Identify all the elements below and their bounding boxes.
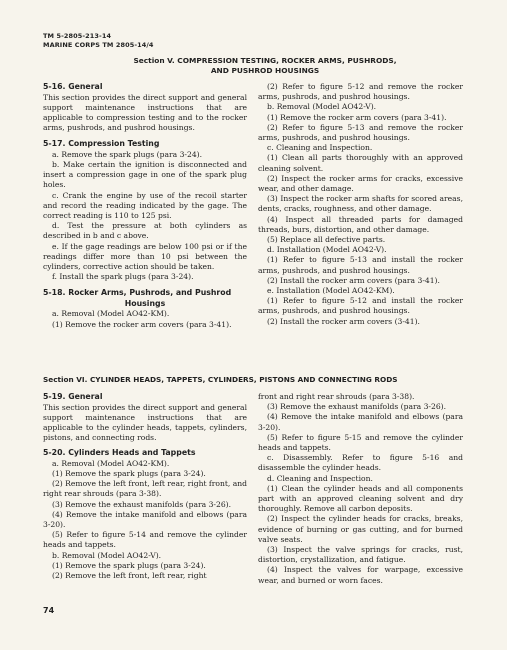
step-5-20-a4: (4) Remove the intake manifold and elbows (para 3-20). bbox=[43, 509, 247, 530]
step-5-18-b: b. Removal (Model AO42-V). bbox=[267, 102, 377, 112]
step-5-20-d: d. Cleaning and Inspection. bbox=[267, 473, 373, 483]
step-5-18-b2: (2) Refer to figure 5-13 and remove the rocker arms, pushrods, and pushrod housings. bbox=[258, 122, 463, 143]
step-5-20-b4: (4) Remove the intake manifold and elbows (para 3-20). bbox=[258, 412, 463, 432]
para-5-19: This section provides the direct support and general support maintenance instructions that are applicable to the cylinder heads, tappets, cylinders, pistons, and connecting rods. bbox=[43, 402, 247, 443]
step-5-18-c4: (4) Inspect all threaded parts for damaged threads, burs, distortion, and other damage. bbox=[258, 214, 463, 234]
step-5-18-e2: (2) Install the rocker arm covers (3-41). bbox=[267, 316, 420, 326]
heading-5-19: 5-19. General bbox=[43, 392, 103, 401]
step-5-20-b1: (1) Remove the spark plugs (para 3-24). bbox=[52, 560, 206, 570]
step-5-20-a3: (3) Remove the exhaust manifolds (para 3-26). bbox=[52, 499, 232, 509]
step-5-18-c5: (5) Replace all defective parts. bbox=[267, 235, 386, 245]
step-5-17-a: a. Remove the spark plugs (para 3-24). bbox=[52, 149, 203, 159]
right-column-upper bbox=[258, 82, 463, 327]
heading-5-17: 5-17. Compression Testing bbox=[43, 139, 160, 149]
step-5-20-d1: (1) Clean the cylinder heads and all components part with an approved cleaning solvent and dry thoroughly. Remove all carbon deposits. bbox=[258, 483, 463, 514]
step-5-20-b2-cont: front and right rear shrouds (para 3-38). bbox=[258, 392, 415, 401]
heading-5-18: 5-18. Rocker Arms, Pushrods, and Pushrod bbox=[43, 288, 232, 298]
step-5-20-a5: (5) Refer to figure 5-14 and remove the cylinder heads and tappets. bbox=[43, 530, 247, 550]
heading-5-20: 5-20. Cylinders Heads and Tappets bbox=[43, 448, 196, 458]
section-v-title bbox=[95, 56, 435, 76]
left-column-upper bbox=[43, 82, 247, 330]
step-5-20-d3: (3) Inspect the valve springs for cracks, rust, distortion, crystallization, and fatigue. bbox=[258, 545, 463, 565]
left-column-lower bbox=[43, 392, 247, 581]
heading-5-18-cont: Housings bbox=[124, 298, 166, 308]
step-5-17-d: d. Test the pressure at both cylinders as described in b and c above. bbox=[43, 221, 247, 241]
step-5-18-e1: (1) Refer to figure 5-12 and install the rocker arms, pushrods, and pushrod housings. bbox=[258, 296, 463, 316]
step-5-18-d1: (1) Refer to figure 5-13 and install the rocker arms, pushrods, and pushrod housings. bbox=[258, 255, 463, 275]
doc-id-tm: TM 5-2805-213-14 bbox=[43, 32, 112, 40]
step-5-20-b: b. Removal (Model AO42-V). bbox=[52, 550, 162, 560]
step-5-20-b3: (3) Remove the exhaust manifolds (para 3-26). bbox=[267, 402, 447, 412]
heading-5-16: 5-16. General bbox=[43, 82, 103, 91]
page-number: 74 bbox=[43, 606, 55, 615]
step-5-18-c1: (1) Clean all parts thoroughly with an approved cleaning solvent. bbox=[258, 153, 463, 173]
step-5-20-a1: (1) Remove the spark plugs (para 3-24). bbox=[52, 469, 206, 479]
para-5-16: This section provides the direct support and general support maintenance instructions that are applicable to compression testing and to the rocker arms, pushrods, and pushrod housings. bbox=[43, 92, 247, 133]
step-5-17-e: e. If the gage readings are below 100 psi or if the readings differ more than 10 psi between the cylinders, corrective action should be taken. bbox=[43, 241, 247, 272]
step-5-17-f: f. Install the spark plugs (para 3-24). bbox=[52, 272, 194, 282]
step-5-18-a1: (1) Remove the rocker arm covers (para 3-41). bbox=[52, 319, 232, 329]
step-5-18-d: d. Installation (Model AO42-V). bbox=[267, 245, 387, 255]
step-5-20-d4: (4) Inspect the valves for warpage, excessive wear, and burned or worn faces. bbox=[258, 565, 463, 585]
step-5-18-c3: (3) Inspect the rocker arm shafts for scored areas, dents, cracks, roughness, and other damage. bbox=[258, 194, 463, 214]
doc-id-marine: MARINE CORPS TM 2805-14/4 bbox=[43, 41, 154, 49]
step-5-17-b: b. Make certain the ignition is disconnected and insert a compression gage in one of the spark plug holes. bbox=[43, 160, 247, 190]
section-v-title-line2: AND PUSHROD HOUSINGS bbox=[210, 66, 320, 75]
step-5-20-d2: (2) Inspect the cylinder heads for cracks, breaks, evidence of burning or gas cutting, and for burned valve seats. bbox=[258, 514, 463, 544]
step-5-18-c2: (2) Inspect the rocker arms for cracks, excessive wear, and other damage. bbox=[258, 173, 463, 194]
step-5-20-b5: (5) Refer to figure 5-15 and remove the cylinder heads and tappets. bbox=[258, 432, 463, 453]
step-5-18-b1: (1) Remove the rocker arm covers (para 3-41). bbox=[267, 112, 447, 122]
section-v-title-line1: Section V. COMPRESSION TESTING, ROCKER ARMS, PUSHRODS, bbox=[133, 56, 397, 65]
step-5-18-a: a. Removal (Model AO42-KM). bbox=[52, 309, 170, 319]
step-5-18-c: c. Cleaning and Inspection. bbox=[267, 143, 373, 153]
step-5-20-c: c. Disassembly. Refer to figure 5-16 and disassemble the cylinder heads. bbox=[258, 453, 463, 473]
step-5-18-a2: (2) Refer to figure 5-12 and remove the rocker arms, pushrods, and pushrod housings. bbox=[258, 82, 463, 102]
step-5-20-a: a. Removal (Model AO42-KM). bbox=[52, 458, 170, 468]
step-5-20-b2: (2) Remove the left front, left rear, right bbox=[52, 571, 207, 581]
step-5-20-a2: (2) Remove the left front, left rear, right front, and right rear shrouds (para 3-38). bbox=[43, 479, 247, 499]
step-5-18-e: e. Installation (Model AO42-KM). bbox=[267, 286, 395, 296]
step-5-17-c: c. Crank the engine by use of the recoil starter and record the reading indicated by the gage. The correct reading is 110 to 125 psi. bbox=[43, 190, 247, 221]
right-column-lower bbox=[258, 392, 463, 586]
section-vi-title: Section VI. CYLINDER HEADS, TAPPETS, CYLINDERS, PISTONS AND CONNECTING RODS bbox=[43, 375, 398, 384]
step-5-18-d2: (2) Install the rocker arm covers (para 3-41). bbox=[267, 275, 440, 285]
